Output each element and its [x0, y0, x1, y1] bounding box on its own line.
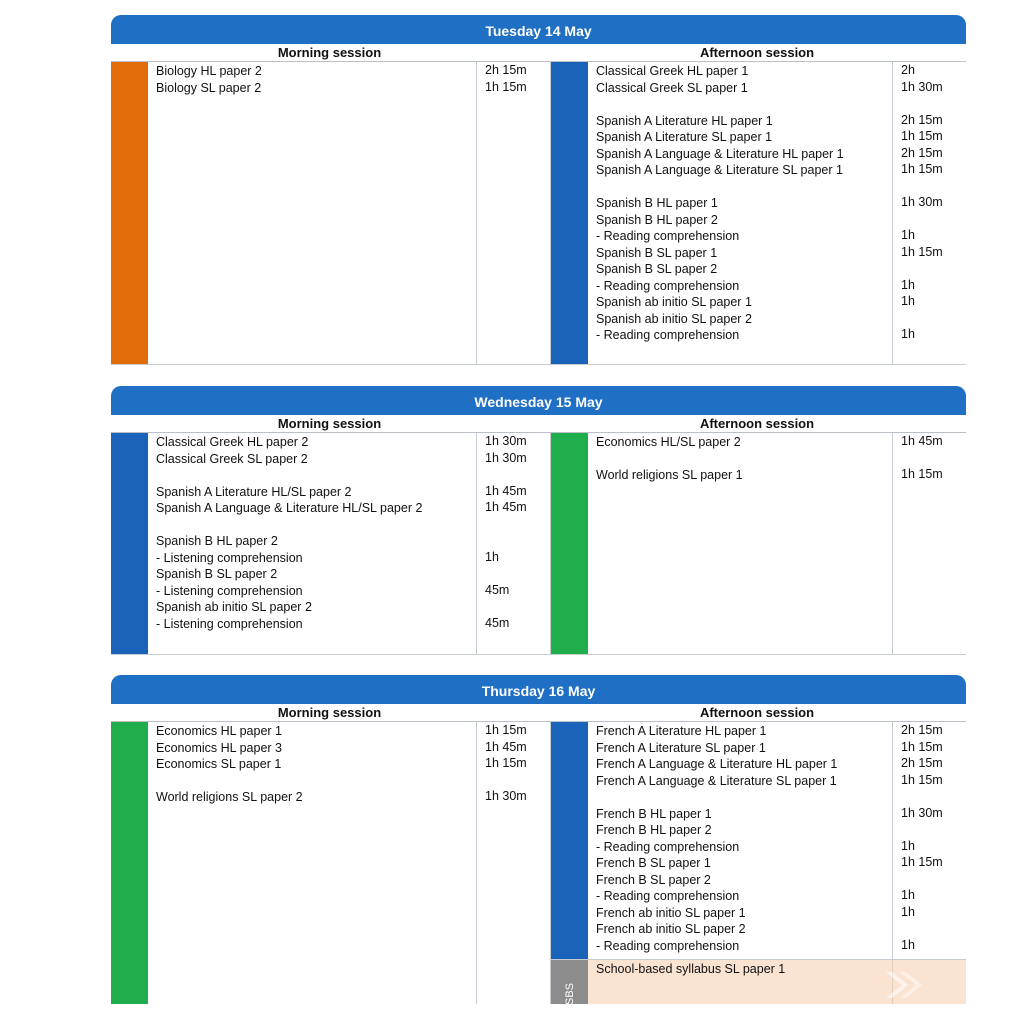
exam-duration: 1h	[901, 937, 915, 952]
morning-session-title: Morning session	[277, 705, 382, 720]
exam-name: Spanish A Literature HL/SL paper 2	[156, 484, 352, 499]
afternoon-block	[550, 722, 966, 1004]
exam-name: - Reading comprehension	[596, 229, 740, 243]
exam-name: French A Language & Literature HL paper 1	[596, 757, 838, 771]
morning-color-bar	[111, 722, 148, 1004]
afternoon-exam-list	[588, 722, 893, 959]
afternoon-duration-list	[893, 722, 966, 959]
exam-duration: 1h	[485, 549, 499, 564]
exam-duration: 1h	[901, 327, 915, 341]
exam-name: Spanish ab initio SL paper 2	[596, 311, 752, 326]
exam-duration: 1h 30m	[485, 434, 527, 448]
sbs-row	[551, 959, 966, 1004]
exam-duration: 1h 15m	[901, 467, 943, 481]
exam-duration	[901, 211, 966, 228]
exam-name: World religions SL paper 1	[596, 468, 743, 482]
exam-name: Spanish A Language & Literature HL paper 1	[596, 146, 844, 161]
exam-duration	[485, 516, 559, 533]
morning-session-title: Morning session	[277, 416, 382, 431]
exam-duration: 1h 45m	[485, 483, 527, 498]
morning-exam-list	[148, 62, 477, 364]
exam-duration	[485, 598, 559, 615]
exam-duration	[901, 821, 966, 838]
morning-block	[111, 433, 550, 654]
afternoon-color-bar	[551, 433, 588, 654]
sbs-duration	[893, 960, 966, 1004]
exam-duration	[901, 310, 966, 327]
day-table-thursday	[111, 675, 966, 1004]
day-header: Wednesday 15 May	[111, 386, 966, 415]
exam-duration: 1h 30m	[901, 195, 943, 209]
exam-duration: 1h 15m	[485, 756, 527, 770]
exam-name: - Listening comprehension	[156, 550, 303, 565]
exam-name: Classical Greek HL paper 1	[596, 64, 749, 78]
exam-duration	[485, 466, 559, 483]
exam-name: Spanish A Language & Literature HL/SL paper 2	[156, 501, 423, 515]
exam-duration: 1h 15m	[901, 129, 943, 143]
morning-duration-list	[477, 62, 560, 364]
exam-name: - Reading comprehension	[596, 889, 740, 903]
logo-watermark-icon	[882, 970, 926, 1000]
exam-duration: 1h 30m	[901, 79, 943, 94]
exam-duration: 1h 15m	[485, 723, 527, 737]
exam-name: - Listening comprehension	[156, 616, 303, 631]
morning-duration-list	[477, 722, 560, 1004]
morning-block	[111, 722, 550, 1004]
day-table-tuesday	[111, 15, 966, 365]
afternoon-color-bar	[551, 62, 588, 364]
exam-name	[156, 773, 476, 790]
exam-name	[596, 789, 892, 806]
exam-name	[156, 517, 476, 534]
exam-name: Spanish A Literature HL paper 1	[596, 113, 773, 128]
exam-duration	[485, 532, 559, 549]
exam-duration: 1h 15m	[901, 855, 943, 869]
exam-name: Spanish B HL paper 1	[596, 196, 718, 210]
exam-name: Spanish B SL paper 1	[596, 245, 718, 260]
afternoon-duration-list	[893, 433, 966, 654]
exam-duration: 1h 45m	[901, 434, 943, 448]
exam-name: Spanish B SL paper 2	[596, 262, 718, 276]
afternoon-block	[550, 62, 966, 364]
exam-duration: 45m	[485, 615, 510, 630]
exam-duration: 1h 45m	[485, 500, 527, 514]
exam-name	[156, 467, 476, 484]
exam-name: French A Literature SL paper 1	[596, 740, 766, 755]
session-body	[111, 433, 966, 655]
afternoon-exam-list	[588, 433, 893, 654]
exam-duration: 1h	[901, 888, 915, 902]
afternoon-session-title: Afternoon session	[699, 416, 815, 431]
exam-duration	[901, 260, 966, 277]
exam-duration: 1h 30m	[901, 805, 943, 820]
exam-duration: 2h 15m	[485, 63, 527, 77]
exam-duration: 2h 15m	[901, 145, 943, 160]
exam-name: Classical Greek HL paper 2	[156, 435, 309, 449]
exam-name: Economics HL paper 3	[156, 740, 282, 755]
exam-duration: 1h	[901, 904, 915, 919]
exam-duration: 1h 15m	[901, 739, 943, 754]
exam-name	[596, 179, 892, 196]
session-body	[111, 62, 966, 365]
exam-name: French B SL paper 1	[596, 856, 711, 870]
exam-name: Classical Greek SL paper 1	[596, 80, 748, 95]
exam-duration	[901, 871, 966, 888]
exam-name: Spanish ab initio SL paper 1	[596, 295, 752, 309]
exam-name: Spanish A Literature SL paper 1	[596, 130, 773, 144]
morning-block	[111, 62, 550, 364]
exam-name: Spanish ab initio SL paper 2	[156, 600, 312, 614]
exam-duration	[901, 178, 966, 195]
morning-color-bar	[111, 62, 148, 364]
exam-name: Economics HL/SL paper 2	[596, 435, 741, 449]
exam-name	[596, 96, 892, 113]
exam-duration: 1h 15m	[901, 162, 943, 176]
sbs-exam-item	[588, 960, 893, 1004]
exam-name: Spanish B SL paper 2	[156, 567, 278, 581]
exam-duration: 1h 15m	[901, 244, 943, 259]
exam-name: French A Language & Literature SL paper 1	[596, 773, 837, 788]
exam-duration: 2h 15m	[901, 112, 943, 127]
exam-name: - Reading comprehension	[596, 839, 740, 854]
sbs-exam-name: School-based syllabus SL paper 1	[596, 962, 786, 977]
exam-name: Economics HL paper 1	[156, 724, 282, 738]
exam-name: - Reading comprehension	[596, 328, 740, 342]
morning-color-bar	[111, 433, 148, 654]
day-header: Thursday 16 May	[111, 675, 966, 704]
exam-duration: 1h 15m	[485, 79, 527, 94]
exam-name: Biology HL paper 2	[156, 64, 262, 78]
exam-name: Spanish B HL paper 2	[156, 534, 278, 548]
exam-name: French ab initio SL paper 1	[596, 905, 746, 920]
exam-duration: 2h	[901, 63, 915, 77]
day-table-wednesday	[111, 386, 966, 655]
exam-duration	[485, 772, 559, 789]
exam-name: French B HL paper 2	[596, 823, 712, 837]
exam-duration: 1h 30m	[485, 789, 527, 803]
exam-name: French ab initio SL paper 2	[596, 922, 746, 936]
exam-duration: 45m	[485, 582, 510, 597]
exam-duration: 2h 15m	[901, 756, 943, 770]
exam-duration: 1h	[901, 277, 915, 292]
exam-name: Spanish B HL paper 2	[596, 212, 718, 227]
exam-name: World religions SL paper 2	[156, 790, 303, 804]
afternoon-duration-list	[893, 62, 966, 364]
afternoon-block	[550, 433, 966, 654]
exam-duration	[901, 450, 966, 467]
exam-duration: 1h	[901, 228, 915, 242]
exam-name: - Listening comprehension	[156, 583, 303, 598]
afternoon-session-title: Afternoon session	[699, 705, 815, 720]
afternoon-color-bar	[551, 722, 588, 959]
exam-duration: 2h 15m	[901, 723, 943, 737]
afternoon-exam-list	[588, 62, 893, 364]
exam-duration: 1h	[901, 294, 915, 308]
exam-duration	[901, 788, 966, 805]
exam-name: French A Literature HL paper 1	[596, 724, 767, 738]
exam-duration: 1h 15m	[901, 772, 943, 787]
session-body	[111, 722, 966, 1004]
exam-duration: 1h 30m	[485, 450, 527, 465]
morning-duration-list	[477, 433, 560, 654]
exam-name: Classical Greek SL paper 2	[156, 451, 308, 466]
morning-exam-list	[148, 433, 477, 654]
session-header-row	[111, 415, 966, 433]
exam-duration	[901, 95, 966, 112]
exam-name: French B SL paper 2	[596, 872, 711, 887]
exam-name: French B HL paper 1	[596, 806, 712, 821]
sbs-label: SBS	[563, 983, 576, 1006]
exam-name: Spanish A Language & Literature SL paper 1	[596, 163, 843, 177]
session-header-row	[111, 704, 966, 722]
exam-name: Biology SL paper 2	[156, 80, 262, 95]
session-header-row	[111, 44, 966, 62]
exam-duration: 1h	[901, 838, 915, 853]
exam-name	[596, 451, 892, 468]
day-header: Tuesday 14 May	[111, 15, 966, 44]
exam-duration: 1h 45m	[485, 739, 527, 754]
afternoon-main	[551, 722, 966, 959]
morning-exam-list	[148, 722, 477, 1004]
exam-name: - Reading comprehension	[596, 278, 740, 293]
sbs-color-bar	[551, 960, 588, 1004]
exam-name: - Reading comprehension	[596, 938, 740, 953]
exam-name: Economics SL paper 1	[156, 757, 282, 771]
afternoon-session-title: Afternoon session	[699, 45, 815, 60]
morning-session-title: Morning session	[277, 45, 382, 60]
exam-duration	[485, 565, 559, 582]
exam-duration	[901, 920, 966, 937]
